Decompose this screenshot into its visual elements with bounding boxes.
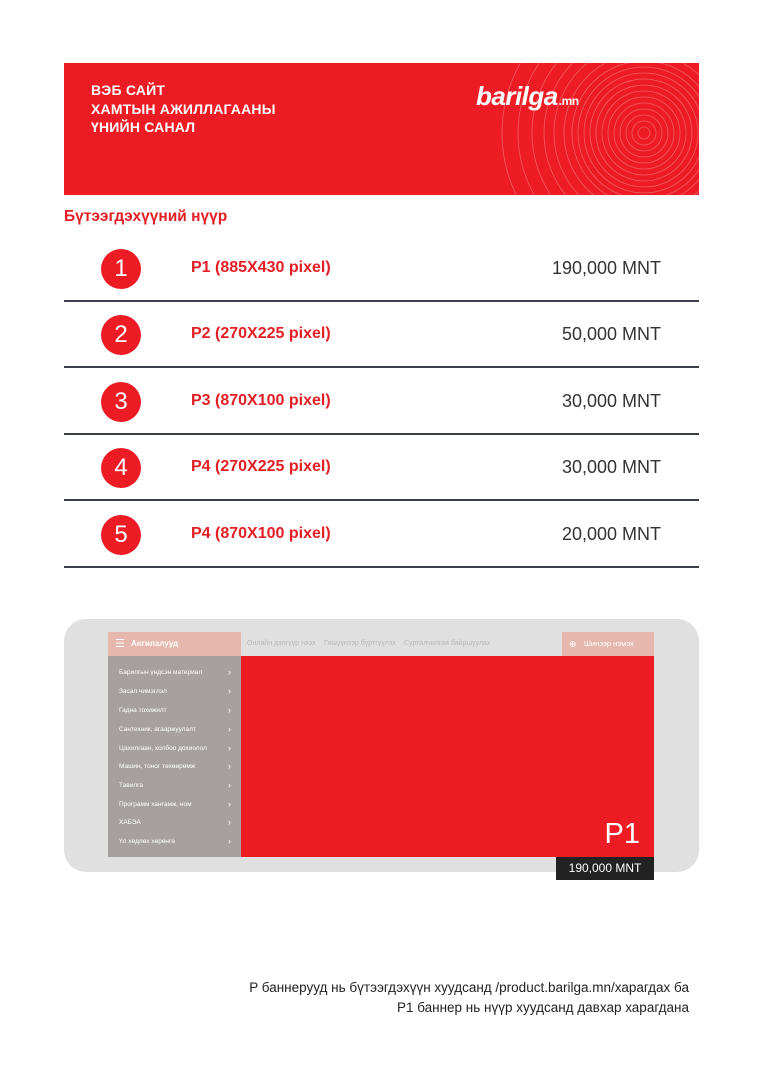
row-label: P3 (870X100 pixel): [191, 392, 331, 409]
chevron-right-icon: ›: [228, 686, 231, 696]
chevron-right-icon: ›: [228, 667, 231, 677]
categories-header[interactable]: [108, 632, 241, 656]
sidebar-item[interactable]: [108, 701, 241, 720]
logo-tld: .mn: [558, 94, 579, 108]
sidebar-item-label: Тавилга: [119, 782, 144, 789]
sidebar-item-label: Засал чимэглэл: [119, 688, 167, 695]
sidebar-item[interactable]: [108, 832, 241, 851]
sidebar-item[interactable]: [108, 663, 241, 682]
category-sidebar: [108, 656, 241, 857]
row-number-badge: 5: [101, 515, 141, 555]
sidebar-item[interactable]: [108, 813, 241, 832]
nav-link[interactable]: Сурталчилгаа байршуулах: [404, 640, 491, 647]
row-price: 20,000 MNT: [561, 524, 661, 544]
plus-circle-icon: ⊕: [569, 639, 577, 649]
top-nav: [241, 632, 562, 656]
header-title-line-3: ҮНИЙН САНАЛ: [91, 119, 196, 135]
sidebar-item[interactable]: [108, 757, 241, 776]
row-number-badge: 3: [101, 382, 141, 422]
chevron-right-icon: ›: [228, 836, 231, 846]
chevron-right-icon: ›: [228, 799, 231, 809]
row-label: P2 (270X225 pixel): [191, 325, 331, 342]
row-divider: [64, 566, 699, 568]
header-title-line-2: ХАМТЫН АЖИЛЛАГААНЫ: [91, 100, 276, 117]
row-label: P1 (885X430 pixel): [191, 259, 331, 276]
p1-banner-area: [241, 656, 654, 857]
chevron-right-icon: ›: [228, 705, 231, 715]
row-divider: [64, 366, 699, 368]
price-tag: 190,000 MNT: [556, 857, 654, 880]
sidebar-item-label: Гадна тохижилт: [119, 707, 167, 714]
sidebar-item-label: Барилгын үндсэн материал: [119, 669, 203, 676]
add-new-button[interactable]: [562, 632, 654, 656]
menu-icon: ☰: [115, 638, 125, 650]
chevron-right-icon: ›: [228, 743, 231, 753]
logo-text: barilga: [476, 81, 558, 111]
row-price: 30,000 MNT: [561, 391, 661, 411]
sidebar-item[interactable]: [108, 776, 241, 795]
add-new-label: Шинээр нэмэх: [584, 639, 634, 648]
row-number-badge: 2: [101, 315, 141, 355]
footnote-line-1: P баннерууд нь бүтээгдэхүүн хуудсанд /product.barilga.mn/харагдах ба: [249, 980, 689, 995]
price-row: [64, 369, 699, 435]
row-divider: [64, 499, 699, 501]
row-number-badge: 4: [101, 448, 141, 488]
categories-header-label: Ангилалууд: [131, 639, 179, 648]
barilga-logo: [476, 81, 579, 112]
row-label: P4 (870X100 pixel): [191, 525, 331, 542]
sidebar-item-label: ХАБЭА: [119, 819, 141, 826]
banner-label: P1: [604, 818, 640, 850]
footnote: [249, 978, 689, 1018]
chevron-right-icon: ›: [228, 780, 231, 790]
header-banner: [64, 63, 699, 195]
section-title: Бүтээгдэхүүний нүүр: [64, 208, 228, 225]
sidebar-item-label: Үл хөдлөх хөрөнгө: [119, 838, 176, 845]
nav-link[interactable]: Онлайн дэлгүүр нээх: [247, 640, 316, 647]
sidebar-item[interactable]: [108, 739, 241, 758]
sidebar-item-label: Сантехник, агааржуулалт: [119, 726, 196, 733]
sidebar-item-label: Программ хангамж, ном: [119, 801, 192, 808]
chevron-right-icon: ›: [228, 761, 231, 771]
footnote-line-2: P1 баннер нь нүүр хуудсанд давхар харагдана: [396, 1000, 689, 1015]
sidebar-item[interactable]: [108, 795, 241, 814]
header-title: [91, 81, 276, 137]
row-price: 190,000 MNT: [551, 258, 661, 278]
row-label: P4 (270X225 pixel): [191, 458, 331, 475]
sidebar-item-label: Цахилгаан, холбоо дохиолол: [119, 745, 207, 752]
row-price: 50,000 MNT: [561, 324, 661, 344]
nav-link[interactable]: Гишүүнээр бүртгүүлэх: [324, 640, 396, 647]
row-number-badge: 1: [101, 249, 141, 289]
price-row: [64, 302, 699, 368]
sidebar-item[interactable]: [108, 720, 241, 739]
sidebar-item[interactable]: [108, 682, 241, 701]
sidebar-item-label: Машин, тоног төхөөрөмж: [119, 763, 196, 770]
price-row: [64, 502, 699, 568]
chevron-right-icon: ›: [228, 724, 231, 734]
chevron-right-icon: ›: [228, 817, 231, 827]
price-row: [64, 435, 699, 501]
row-price: 30,000 MNT: [561, 457, 661, 477]
header-title-line-1: ВЭБ САЙТ: [91, 82, 166, 98]
price-row: [64, 236, 699, 302]
